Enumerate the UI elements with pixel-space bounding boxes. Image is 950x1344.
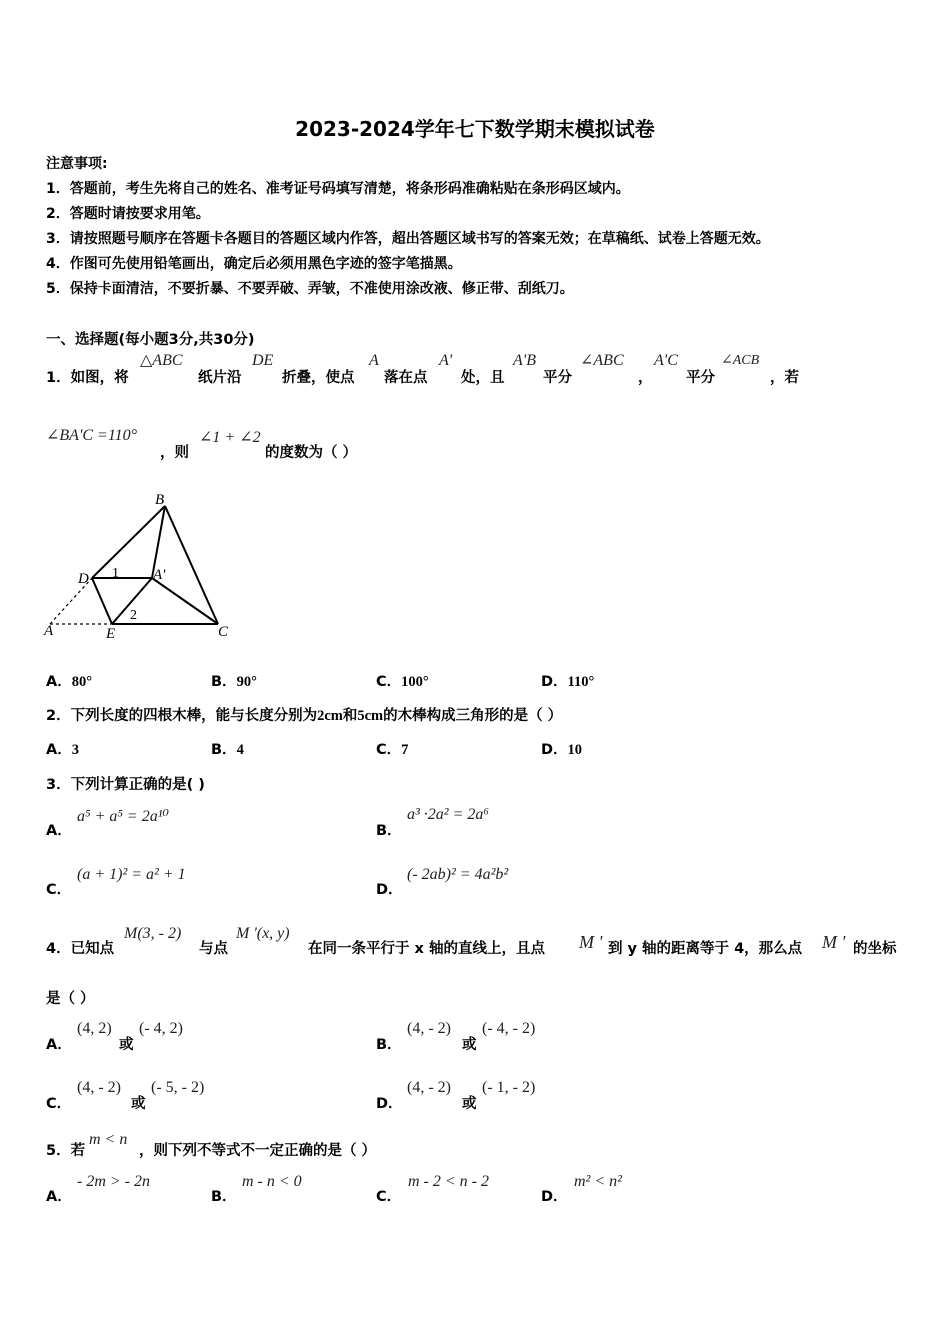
option-label: B．: [211, 674, 237, 690]
notice-item: 4．作图可先使用铅笔画出，确定后必须用黑色字迹的签字笔描黑。: [46, 256, 462, 272]
q1-text: 1．如图，将: [46, 370, 129, 386]
q1-text: 平分: [543, 370, 572, 386]
q4-option-c-label: C．: [46, 1096, 72, 1112]
q3-option-b[interactable]: a³ ·2a² = 2a⁶: [407, 806, 489, 823]
option-text: 90°: [236, 674, 257, 690]
q2-option-d[interactable]: [541, 738, 582, 759]
q2-value: 5cm: [357, 708, 384, 724]
q1-text: 处，且: [461, 370, 505, 386]
q4-option-b[interactable]: (4, - 2): [407, 1020, 451, 1037]
q4-option-b-alt[interactable]: (- 4, - 2): [482, 1020, 536, 1037]
option-label: B．: [211, 742, 237, 758]
option-label: A．: [46, 674, 72, 690]
option-label: C．: [376, 742, 402, 758]
q1-math: A'C: [654, 352, 678, 369]
or-text: 或: [462, 1037, 477, 1053]
q2-text: 2．下列长度的四根木棒，能与长度分别为: [46, 708, 318, 724]
q4-option-a-label: A．: [46, 1037, 72, 1053]
q1-option-d[interactable]: [541, 670, 594, 691]
q1-option-c[interactable]: [376, 670, 429, 691]
q5-text: 5．若: [46, 1143, 86, 1159]
q2-text: 和: [342, 708, 358, 724]
q2-value: 2cm: [317, 708, 343, 724]
label-E: E: [106, 626, 116, 642]
q4-option-c[interactable]: (4, - 2): [77, 1079, 121, 1096]
q5-option-b-label: B．: [211, 1189, 237, 1205]
q4-option-d-alt[interactable]: (- 1, - 2): [482, 1079, 536, 1096]
label-A: A: [44, 623, 54, 639]
q5-text: ，则下列不等式不一定正确的是（ ）: [139, 1143, 377, 1159]
q1-text: 折叠，使点: [282, 370, 355, 386]
q1-text: 的度数为（ ）: [265, 445, 358, 461]
option-text: 100°: [401, 674, 429, 690]
option-text: 4: [236, 742, 244, 758]
q1-option-b[interactable]: [211, 670, 257, 691]
q1-math: DE: [252, 352, 274, 369]
q1-math: ∠BA'C =110°: [46, 427, 138, 444]
q3-option-c-label: C．: [46, 882, 72, 898]
q4-text: 4．已知点: [46, 941, 115, 957]
q4-math: M ': [822, 932, 846, 952]
q5-math: m < n: [89, 1131, 128, 1148]
option-label: C．: [376, 674, 402, 690]
triangle-figure: [40, 488, 240, 648]
notice-item: 2．答题时请按要求用笔。: [46, 206, 210, 222]
q4-option-d[interactable]: (4, - 2): [407, 1079, 451, 1096]
q2-stem: [46, 704, 562, 725]
q4-text: 到 y 轴的距离等于 4，那么点: [608, 941, 803, 957]
q5-option-c-label: C．: [376, 1189, 402, 1205]
section-heading: 一、选择题(每小题3分,共30分): [46, 332, 255, 348]
q5-option-d[interactable]: m² < n²: [574, 1173, 622, 1190]
q4-option-a[interactable]: (4, 2): [77, 1020, 112, 1037]
q4-text: 的坐标: [853, 941, 897, 957]
q5-option-a[interactable]: - 2m > - 2n: [77, 1173, 151, 1190]
notice-heading: 注意事项:: [46, 156, 108, 172]
q4-math: M ': [579, 932, 603, 952]
q1-text: ，若: [770, 370, 799, 386]
q4-math: M(3, - 2): [124, 925, 182, 942]
option-text: 80°: [71, 674, 93, 690]
q5-option-b[interactable]: m - n < 0: [242, 1173, 302, 1190]
label-C: C: [218, 624, 229, 640]
q1-option-a[interactable]: [46, 670, 92, 691]
q1-math: ∠ABC: [580, 352, 624, 369]
q2-text: 的木棒构成三角形的是（ ）: [383, 708, 563, 724]
or-text: 或: [462, 1096, 477, 1112]
option-text: 3: [71, 742, 79, 758]
option-label: D．: [541, 742, 568, 758]
fold-line-DE: [92, 578, 112, 624]
q3-option-b-label: B．: [376, 823, 402, 839]
q5-option-c[interactable]: m - 2 < n - 2: [408, 1173, 490, 1190]
q1-text: 落在点: [384, 370, 428, 386]
q3-option-d-label: D．: [376, 882, 403, 898]
option-text: 10: [567, 742, 583, 758]
q4-text: 是（ ）: [46, 991, 95, 1007]
q5-option-d-label: D．: [541, 1189, 568, 1205]
q1-math: A'B: [513, 352, 536, 369]
q3-option-a-label: A．: [46, 823, 72, 839]
q1-math: ∠1 + ∠2: [199, 429, 261, 446]
q1-math: △ABC: [140, 352, 183, 369]
q2-option-b[interactable]: [211, 738, 244, 759]
option-text: 7: [401, 742, 409, 758]
label-angle-2: 2: [130, 608, 137, 623]
option-label: A．: [46, 742, 72, 758]
q3-option-d[interactable]: (- 2ab)² = 4a²b²: [407, 866, 509, 883]
q1-math: A: [369, 352, 379, 369]
q1-text: 平分: [686, 370, 715, 386]
label-A-prime: A': [153, 567, 166, 583]
q4-text: 与点: [199, 941, 228, 957]
q4-option-c-alt[interactable]: (- 5, - 2): [151, 1079, 205, 1096]
label-D: D: [78, 571, 89, 587]
label-B: B: [155, 492, 165, 508]
q1-text: ，: [638, 370, 653, 386]
q3-option-c[interactable]: (a + 1)² = a² + 1: [77, 866, 186, 883]
q3-stem: 3．下列计算正确的是( ): [46, 777, 205, 793]
q1-text: ，则: [160, 445, 189, 461]
notice-item: 3．请按照题号顺序在答题卡各题目的答题区域内作答，超出答题区域书写的答案无效；在草稿纸、试卷上答题无效。: [46, 231, 770, 247]
label-angle-1: 1: [112, 566, 119, 581]
page-title: 2023-2024学年七下数学期末模拟试卷: [295, 117, 655, 141]
q1-math: ∠ACB: [721, 353, 760, 368]
q2-option-c[interactable]: [376, 738, 408, 759]
notice-item: 1．答题前，考生先将自己的姓名、准考证号码填写清楚，将条形码准确粘贴在条形码区域内。: [46, 181, 630, 197]
q4-option-a-alt[interactable]: (- 4, 2): [139, 1020, 183, 1037]
q4-option-d-label: D．: [376, 1096, 403, 1112]
q1-text: 纸片沿: [198, 370, 242, 386]
option-label: D．: [541, 674, 568, 690]
option-text: 110°: [567, 674, 595, 690]
q4-math: M '(x, y): [236, 925, 290, 942]
notice-item: 5．保持卡面清洁，不要折暴、不要弄破、弄皱，不准使用涂改液、修正带、刮纸刀。: [46, 281, 574, 297]
or-text: 或: [119, 1037, 134, 1053]
q4-option-b-label: B．: [376, 1037, 402, 1053]
q5-option-a-label: A．: [46, 1189, 72, 1205]
q4-text: 在同一条平行于 x 轴的直线上，且点: [308, 941, 545, 957]
or-text: 或: [131, 1096, 146, 1112]
q1-math: A': [439, 352, 453, 369]
q3-option-a[interactable]: a⁵ + a⁵ = 2a¹⁰: [77, 808, 169, 825]
q2-option-a[interactable]: [46, 738, 79, 759]
